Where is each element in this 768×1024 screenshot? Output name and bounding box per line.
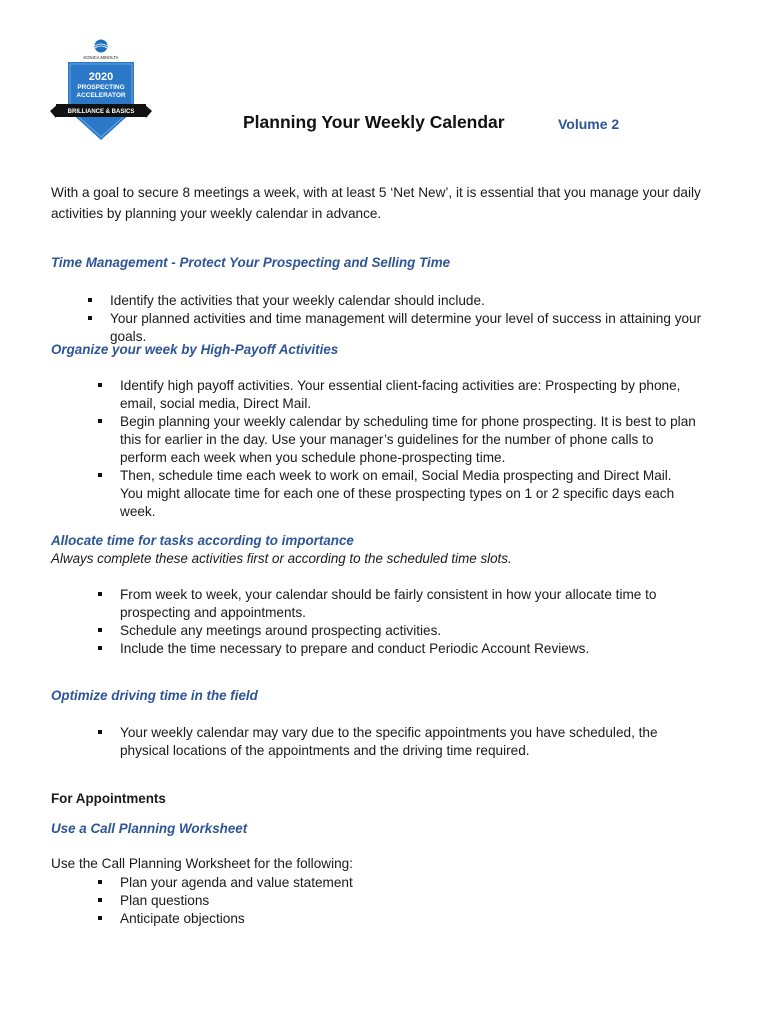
list-item: Schedule any meetings around prospecting activities.	[96, 622, 706, 640]
list-item: Include the time necessary to prepare and conduct Periodic Account Reviews.	[96, 640, 706, 658]
organize-list	[96, 377, 696, 521]
list-item: Then, schedule time each week to work on email, Social Media prospecting and Direct Mail. You might allocate time for each one of these prospecting types on 1 or 2 specific days each week.	[96, 467, 696, 521]
logo-line2-text: ACCELERATOR	[76, 92, 126, 99]
list-item: From week to week, your calendar should be fairly consistent in how your allocate time to prospecting and appointments.	[96, 586, 706, 622]
section-heading-time-management: Time Management - Protect Your Prospecting and Selling Time	[51, 255, 451, 270]
logo-year-text: 2020	[88, 71, 114, 83]
logo-brand-text: KONICA MINOLTA	[83, 55, 119, 60]
list-item: Identify high payoff activities. Your essential client-facing activities are: Prospecting by phone, email, social media, Direct Mail.	[96, 377, 696, 413]
list-item: Your planned activities and time management will determine your level of success in attaining your goals.	[86, 310, 726, 346]
appointments-list	[96, 874, 596, 928]
section-heading-appointments: For Appointments	[51, 791, 166, 806]
list-item: Your weekly calendar may vary due to the specific appointments you have scheduled, the physical locations of the appointments and the driving time required.	[96, 724, 676, 760]
driving-list	[96, 724, 676, 760]
list-item: Begin planning your weekly calendar by scheduling time for phone prospecting. It is best to plan this for earlier in the day. Use your manager’s guidelines for the number of phone calls to perform each week when you schedule phone-prospecting time.	[96, 413, 696, 467]
intro-paragraph: With a goal to secure 8 meetings a week, with at least 5 ‘Net New’, it is essential that you manage your daily activities by planning your weekly calendar in advance.	[51, 185, 701, 221]
section-heading-driving: Optimize driving time in the field	[51, 688, 258, 703]
allocate-list	[96, 586, 706, 658]
list-item: Anticipate objections	[96, 910, 596, 928]
allocate-subnote: Always complete these activities first or according to the scheduled time slots.	[51, 551, 512, 566]
appointments-lead: Use the Call Planning Worksheet for the following:	[51, 856, 353, 871]
section-heading-organize: Organize your week by High-Payoff Activities	[51, 342, 339, 357]
page-title: Planning Your Weekly Calendar	[243, 112, 505, 132]
list-item: Plan your agenda and value statement	[96, 874, 596, 892]
logo-line1-text: PROSPECTING	[77, 84, 125, 91]
volume-label: Volume 2	[558, 116, 620, 132]
section-heading-allocate: Allocate time for tasks according to importance	[51, 533, 354, 548]
logo-banner-text: BRILLIANCE & BASICS	[67, 109, 135, 115]
list-item: Identify the activities that your weekly calendar should include.	[86, 292, 726, 310]
time-management-list	[86, 292, 726, 346]
subheading-call-planning-worksheet: Use a Call Planning Worksheet	[51, 821, 248, 836]
list-item: Plan questions	[96, 892, 596, 910]
prospecting-accelerator-logo	[48, 38, 154, 144]
